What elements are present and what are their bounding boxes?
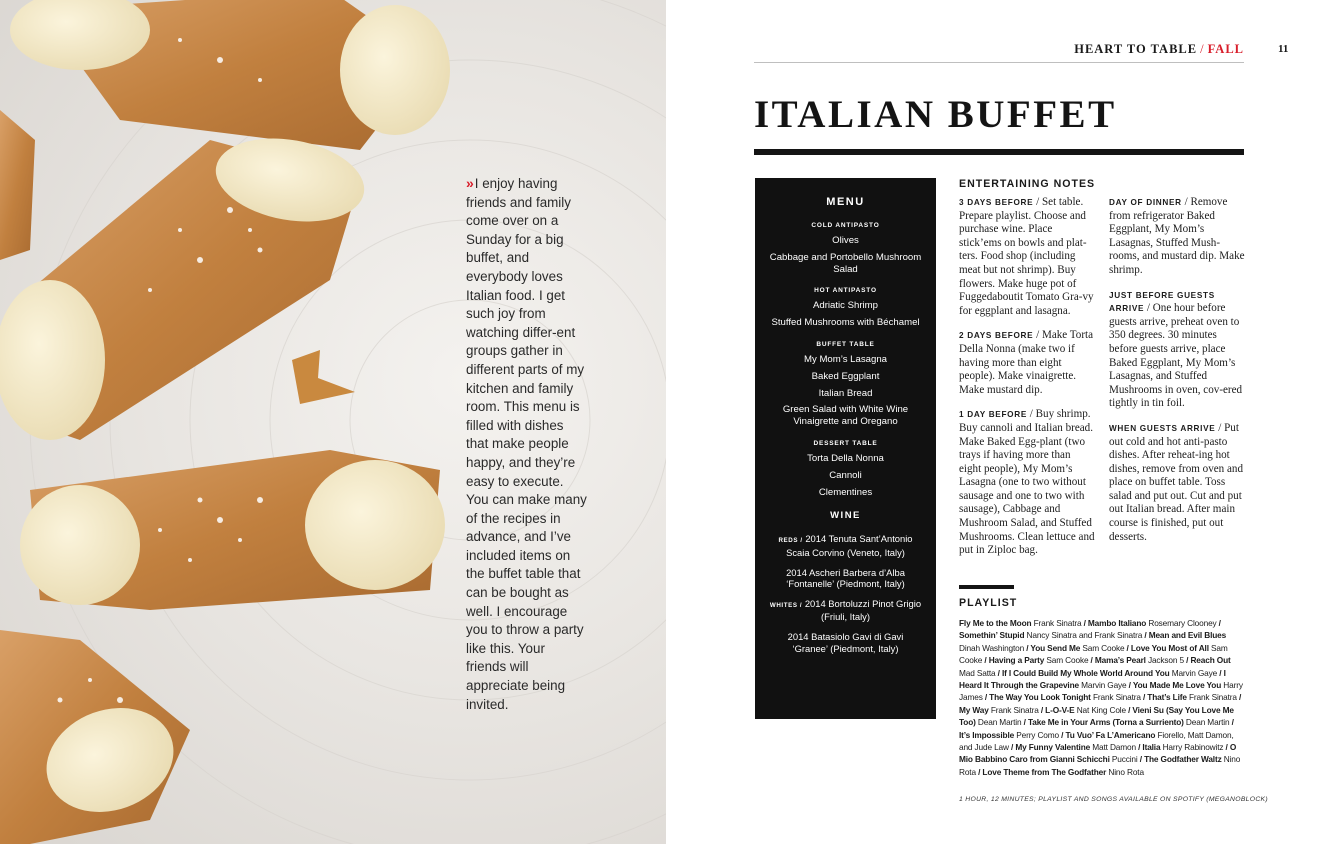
playlist-separator: / xyxy=(1021,717,1028,728)
playlist-artist: Puccini xyxy=(1109,754,1138,765)
cannolo-4 xyxy=(0,630,190,844)
playlist-song: Somethin’ Stupid xyxy=(959,630,1025,641)
notes-column-2 xyxy=(1109,196,1245,555)
playlist-artist: Dean Martin xyxy=(975,717,1022,728)
playlist-song: It’s Impossible xyxy=(959,729,1015,740)
playlist-separator: / xyxy=(1229,717,1234,728)
playlist-song: Italia xyxy=(1142,742,1161,753)
playlist-song: Vieni Su (Say You Love Me Too) xyxy=(959,704,1234,728)
cannolo-edge xyxy=(0,110,35,260)
playlist-song: Take Me in Your Arms (Torna a Surriento) xyxy=(1027,717,1184,728)
note-text: Make Torta Della Nonna (make two if having more than eight people). Make vinaigrette. Make mustard dip. xyxy=(959,329,1094,396)
menu-section-cold xyxy=(755,222,936,275)
menu-item: Stuffed Mushrooms with Béchamel xyxy=(771,317,920,329)
playlist-artist: Matt Damon xyxy=(1090,742,1136,753)
note-paragraph: 1 DAY BEFORE / Buy shrimp. Buy cannoli and Italian bread. Make Baked Egg-plant (two trays if having more than eight people), My Mom’s Lasagna (one to two without sausage and one to two with sausage), Cabbage and Mushroom Salad, and Stuffed Mushrooms. Clean lettuce and put in Ziploc bag. xyxy=(959,408,1095,557)
title-rule xyxy=(754,149,1244,155)
playlist-artist: Frank Sinatra xyxy=(1090,692,1141,703)
playlist-separator: / xyxy=(1088,655,1095,666)
section-slash: / xyxy=(1200,42,1205,56)
playlist-song: Mambo Italiano xyxy=(1087,618,1147,628)
playlist-separator: / xyxy=(1038,704,1046,715)
page-number: 11 xyxy=(1278,43,1289,55)
shell-crumb xyxy=(292,350,355,404)
playlist-song: Having a Party xyxy=(988,655,1045,666)
note-label: 2 DAYS BEFORE xyxy=(959,331,1034,341)
playlist-song: Fly Me to the Moon xyxy=(959,618,1032,628)
wine-item xyxy=(755,631,936,654)
playlist-song: You Made Me Love You xyxy=(1132,680,1222,691)
playlist-song: O Mio Babbino Caro from Gianni Schicchi xyxy=(959,742,1237,765)
playlist-artist: Dean Martin xyxy=(1183,717,1230,728)
playlist-artist: Nino Rota xyxy=(959,754,1241,777)
playlist-song: That’s Life xyxy=(1147,692,1187,703)
pull-quote xyxy=(466,174,588,714)
menu-item: Italian Bread xyxy=(818,387,873,399)
notes-heading: ENTERTAINING NOTES xyxy=(959,178,1096,190)
menu-section-buffet xyxy=(755,341,936,428)
playlist-song: Love Theme from The Godfather xyxy=(982,766,1107,777)
playlist-song: If I Could Build My Whole World Around You xyxy=(1001,667,1170,678)
notes-column-1 xyxy=(959,196,1095,569)
playlist-note: 1 HOUR, 12 MINUTES; PLAYLIST AND SONGS AVAILABLE ON SPOTIFY (MEGANOBLOCK) xyxy=(959,796,1268,803)
menu-item: Cabbage and Portobello Mushroom Salad xyxy=(769,251,922,275)
playlist-separator: / xyxy=(982,692,990,703)
menu-item: Baked Eggplant xyxy=(811,370,880,382)
menu-section-hot xyxy=(755,287,936,329)
note-text: One hour before guests arrive, preheat oven to 350 degrees. 30 minutes before guests arrive, place Baked Eggplant, My Mom’s Lasagnas, and Stuffed Mushrooms in oven, cov-ered tightly in tin foil. xyxy=(1109,302,1243,410)
cannolo-3 xyxy=(20,450,445,610)
playlist-artist: Harry Rabinowitz xyxy=(1160,742,1224,753)
note-text: Buy shrimp. Buy cannoli and Italian bread. Make Baked Egg-plant (two trays if having more than eight people), My Mom’s Lasagna (one to two without sausage and one to two with sausage), Cabbage and Mushroom Salad, and Stuffed Mushrooms. Clean lettuce and put in Ziploc bag. xyxy=(959,408,1095,557)
playlist-separator: / xyxy=(1137,754,1145,765)
menu-section-head: DESSERT TABLE xyxy=(813,439,878,447)
wine-name: 2014 Tenuta Sant’Antonio Scaia Corvino (Veneto, Italy) xyxy=(786,533,913,558)
page-title: ITALIAN BUFFET xyxy=(754,93,1117,136)
playlist-song: Tu Vuo’ Fa L’Americano xyxy=(1065,729,1156,740)
playlist-artist: Perry Como xyxy=(1014,729,1059,740)
playlist-separator: / xyxy=(1216,618,1221,628)
note-text: Remove from refrigerator Baked Eggplant, My Mom’s Lasagnas, Stuffed Mush-rooms, and mustard dip. Make shrimp. xyxy=(1109,196,1245,276)
wine-name: 2014 Ascheri Barbera d’Alba ‘Fontanelle’ (Piedmont, Italy) xyxy=(786,566,905,590)
wine-title: WINE xyxy=(830,510,861,522)
playlist-separator: / xyxy=(1140,692,1148,703)
running-head xyxy=(754,42,1244,57)
playlist-artist: Nino Rota xyxy=(1106,766,1144,777)
playlist-separator: / xyxy=(995,667,1002,678)
menu-title: MENU xyxy=(826,196,865,208)
wine-tag: REDS / xyxy=(778,537,803,545)
menu-item: Torta Della Nonna xyxy=(807,452,884,464)
wine-item xyxy=(755,533,936,558)
playlist-artist: Mad Satta xyxy=(959,667,996,678)
playlist-rule xyxy=(959,585,1014,589)
playlist-separator: / xyxy=(1236,692,1242,703)
menu-section-dessert xyxy=(755,440,936,498)
playlist-artist: Sam Cooke xyxy=(1044,655,1089,666)
menu-section-head: COLD ANTIPASTO xyxy=(811,222,880,229)
playlist-separator: / xyxy=(1135,742,1143,753)
playlist-artist: Sam Cooke xyxy=(959,642,1228,666)
note-paragraph: JUST BEFORE GUESTS ARRIVE / One hour before guests arrive, preheat oven to 350 degrees. 30 minutes before guests arrive, place Baked Eggplant, My Mom’s Lasagnas, and Stuffed Mushrooms in oven, cov-ered tightly in tin foil. xyxy=(1109,290,1243,410)
playlist-separator: / xyxy=(1008,742,1016,753)
playlist-separator: / xyxy=(1126,680,1133,691)
cannolo-1 xyxy=(10,0,450,150)
note-label: WHEN GUESTS ARRIVE xyxy=(1109,423,1216,433)
playlist-separator: / xyxy=(982,655,989,666)
wine-item xyxy=(755,598,936,623)
playlist-artist: Jackson 5 xyxy=(1145,655,1184,666)
menu-item: Cannoli xyxy=(829,469,862,481)
note-paragraph: DAY OF DINNER / Remove from refrigerator Baked Eggplant, My Mom’s Lasagnas, Stuffed Mush-rooms, and mustard dip. Make shrimp. xyxy=(1109,196,1245,276)
playlist-artist: Marvin Gaye xyxy=(1169,667,1218,678)
quote-text: I enjoy having friends and family come over on a Sunday for a big buffet, and everybody loves Italian food. I get such joy from watching differ-ent groups gather in different parts of my kitchen and family room. This menu is filled with dishes that make people happy, and they’re easy to execute. You can make many of the recipes in advance, and I’ve included items on the buffet table that can be bought as well. I encourage you to throw a party like this. Your friends will appreciate being invited. xyxy=(466,176,587,712)
playlist-separator: / xyxy=(1081,618,1088,628)
playlist-artist: Nat King Cole xyxy=(1074,704,1126,715)
playlist-song: Mean and Evil Blues xyxy=(1148,630,1227,641)
playlist-artist: Sam Cooke xyxy=(1080,642,1125,653)
playlist-separator: / xyxy=(1183,655,1191,666)
note-label: DAY OF DINNER xyxy=(1109,198,1182,207)
playlist-artist: Nancy Sinatra and Frank Sinatra xyxy=(1024,630,1143,641)
playlist-song: The Way You Look Tonight xyxy=(989,692,1091,703)
menu-box xyxy=(755,178,936,719)
menu-section-head: HOT ANTIPASTO xyxy=(814,287,877,295)
playlist-artist: Dinah Washington xyxy=(959,642,1025,653)
menu-item: Clementines xyxy=(818,486,873,498)
wine-name: 2014 Batasiolo Gavi di Gavi ‘Granee’ (Piedmont, Italy) xyxy=(787,630,904,654)
menu-section-head: BUFFET TABLE xyxy=(816,340,875,348)
playlist-song: The Godfather Waltz xyxy=(1144,754,1222,765)
playlist-song: I Heard It Through the Grapevine xyxy=(959,667,1226,691)
note-label: JUST BEFORE GUESTS ARRIVE xyxy=(1109,290,1215,314)
playlist-separator: / xyxy=(1142,630,1149,641)
playlist-song: Love You Most of All xyxy=(1130,642,1209,653)
playlist-song: Mama’s Pearl xyxy=(1094,655,1146,666)
menu-item: Green Salad with White Wine Vinaigrette and Oregano xyxy=(782,404,909,428)
playlist-separator: / xyxy=(1059,729,1066,740)
playlist-artist: Harry James xyxy=(959,680,1243,703)
note-paragraph: WHEN GUESTS ARRIVE / Put out cold and hot anti-pasto dishes. After reheat-ing hot dishes, remove from oven and place on buffet table. Toss salad and put out. Cut and put out Italian bread. After main course is finished, put out desserts. xyxy=(1109,421,1244,543)
note-paragraph: 3 DAYS BEFORE / Set table. Prepare playlist. Choose and purchase wine. Place stick’ems on bowls and plat-ters. Food shop (including meat but not shrimp). Buy flowers. Make huge pot of Fuggedaboutit Tomato Gra-vy for eggplant and lasagna. xyxy=(959,196,1094,317)
playlist-artist: Fiorello, Matt Damon, and Jude Law xyxy=(959,729,1234,753)
wine-item xyxy=(755,567,936,590)
menu-item: Olives xyxy=(832,235,859,246)
wine-name: 2014 Bortoluzzi Pinot Grigio (Friuli, Italy) xyxy=(804,597,922,623)
wine-tag: WHITES / xyxy=(769,601,803,609)
menu-item: My Mom’s Lasagna xyxy=(803,353,887,365)
playlist-separator: / xyxy=(1217,667,1224,678)
playlist-song: Reach Out xyxy=(1190,655,1231,666)
note-label: 3 DAYS BEFORE xyxy=(959,198,1034,207)
playlist-song: You Send Me xyxy=(1030,642,1081,653)
playlist-separator: / xyxy=(1125,704,1133,715)
playlist-artist: Rosemary Clooney xyxy=(1146,618,1217,628)
playlist-song: My Way xyxy=(959,704,989,715)
playlist-separator: / xyxy=(1024,642,1031,653)
menu-item: Adriatic Shrimp xyxy=(812,300,879,312)
note-text: Put out cold and hot anti-pasto dishes. After reheat-ing hot dishes, remove from oven and place on buffet table. Toss salad and put out. Cut and put out Italian bread. After main course is finished, put out desserts. xyxy=(1109,421,1244,543)
playlist-artist: Frank Sinatra xyxy=(1031,618,1082,628)
playlist-song: My Funny Valentine xyxy=(1015,742,1091,753)
season-name: FALL xyxy=(1207,42,1244,56)
playlist-list xyxy=(959,617,1245,778)
playlist-heading: PLAYLIST xyxy=(959,597,1018,609)
playlist-separator: / xyxy=(975,766,983,777)
playlist-separator: / xyxy=(1223,742,1230,753)
playlist-artist: Marvin Gaye xyxy=(1078,680,1127,691)
note-label: 1 DAY BEFORE xyxy=(959,410,1028,420)
playlist-artist: Frank Sinatra xyxy=(988,704,1039,715)
section-name: HEART TO TABLE xyxy=(1074,42,1198,56)
quote-mark: » xyxy=(466,175,472,191)
note-text: Set table. Prepare playlist. Choose and purchase wine. Place stick’ems on bowls and plat-ters. Food shop (including meat but not shrimp). Buy flowers. Make huge pot of Fuggedaboutit Tomato Gra-vy for eggplant and lasagna. xyxy=(959,196,1094,317)
playlist-song: L-O-V-E xyxy=(1045,704,1075,715)
playlist-artist: Frank Sinatra xyxy=(1186,692,1237,703)
note-paragraph: 2 DAYS BEFORE / Make Torta Della Nonna (make two if having more than eight people). Make vinaigrette. Make mustard dip. xyxy=(959,329,1094,396)
header-rule xyxy=(754,62,1244,63)
playlist-separator: / xyxy=(1124,642,1131,653)
